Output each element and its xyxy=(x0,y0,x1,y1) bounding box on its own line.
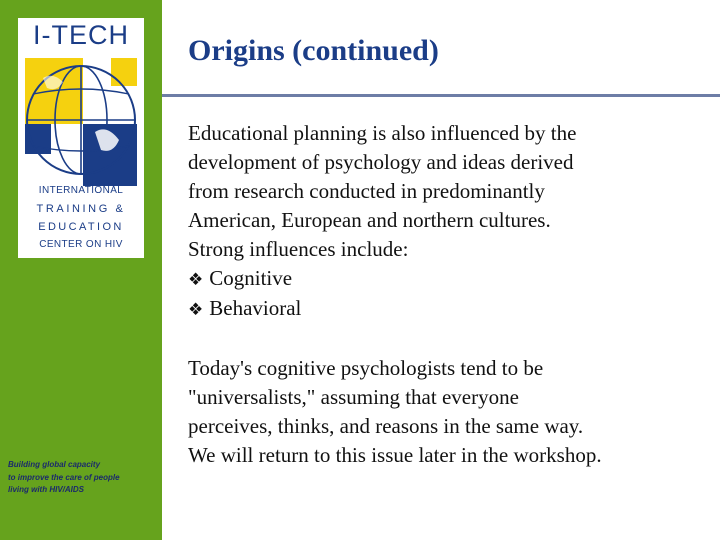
tagline-line-2: to improve the care of people xyxy=(8,472,120,482)
bullet-item xyxy=(188,264,688,294)
title-divider xyxy=(162,94,720,97)
paragraph-1-line-5: Strong influences include: xyxy=(188,237,409,261)
paragraph-1-line-3: from research conducted in predominantly xyxy=(188,179,545,203)
logo-line-2: TRAINING & xyxy=(36,203,126,215)
tagline-line-1: Building global capacity xyxy=(8,460,101,469)
logo-wordmark xyxy=(18,182,144,254)
diamond-bullet-icon: ❖ xyxy=(188,270,204,289)
paragraph-1-line-2: development of psychology and ideas derived xyxy=(188,150,574,174)
slide-body xyxy=(188,119,688,470)
sidebar xyxy=(0,0,162,540)
paragraph-1-line-4: American, European and northern cultures. xyxy=(188,208,551,232)
paragraph-1-line-1: Educational planning is also influenced by the xyxy=(188,121,577,145)
globe-logo-icon xyxy=(23,54,139,186)
paragraph-2-line-1: Today's cognitive psychologists tend to be xyxy=(188,356,544,380)
diamond-bullet-icon: ❖ xyxy=(188,300,204,319)
bullet-label: Cognitive xyxy=(209,266,293,290)
logo-title: I-TECH xyxy=(33,20,129,50)
tagline-line-3: living with HIV/AIDS xyxy=(8,485,85,494)
paragraph-2-line-2: "universalists," assuming that everyone xyxy=(188,385,519,409)
slide-title: Origins (continued) xyxy=(188,34,439,67)
bullet-item xyxy=(188,294,688,324)
itech-logo xyxy=(18,18,144,258)
paragraph-2 xyxy=(188,354,688,470)
tagline xyxy=(8,459,158,497)
paragraph-2-line-4: We will return to this issue later in the workshop. xyxy=(188,443,602,467)
logo-line-3: EDUCATION xyxy=(38,221,124,233)
logo-line-1: INTERNATIONAL xyxy=(38,185,124,196)
logo-line-4: CENTER ON HIV xyxy=(39,239,123,250)
bullet-label: Behavioral xyxy=(209,296,302,320)
paragraph-2-line-3: perceives, thinks, and reasons in the same way. xyxy=(188,414,584,438)
paragraph-1 xyxy=(188,119,688,324)
